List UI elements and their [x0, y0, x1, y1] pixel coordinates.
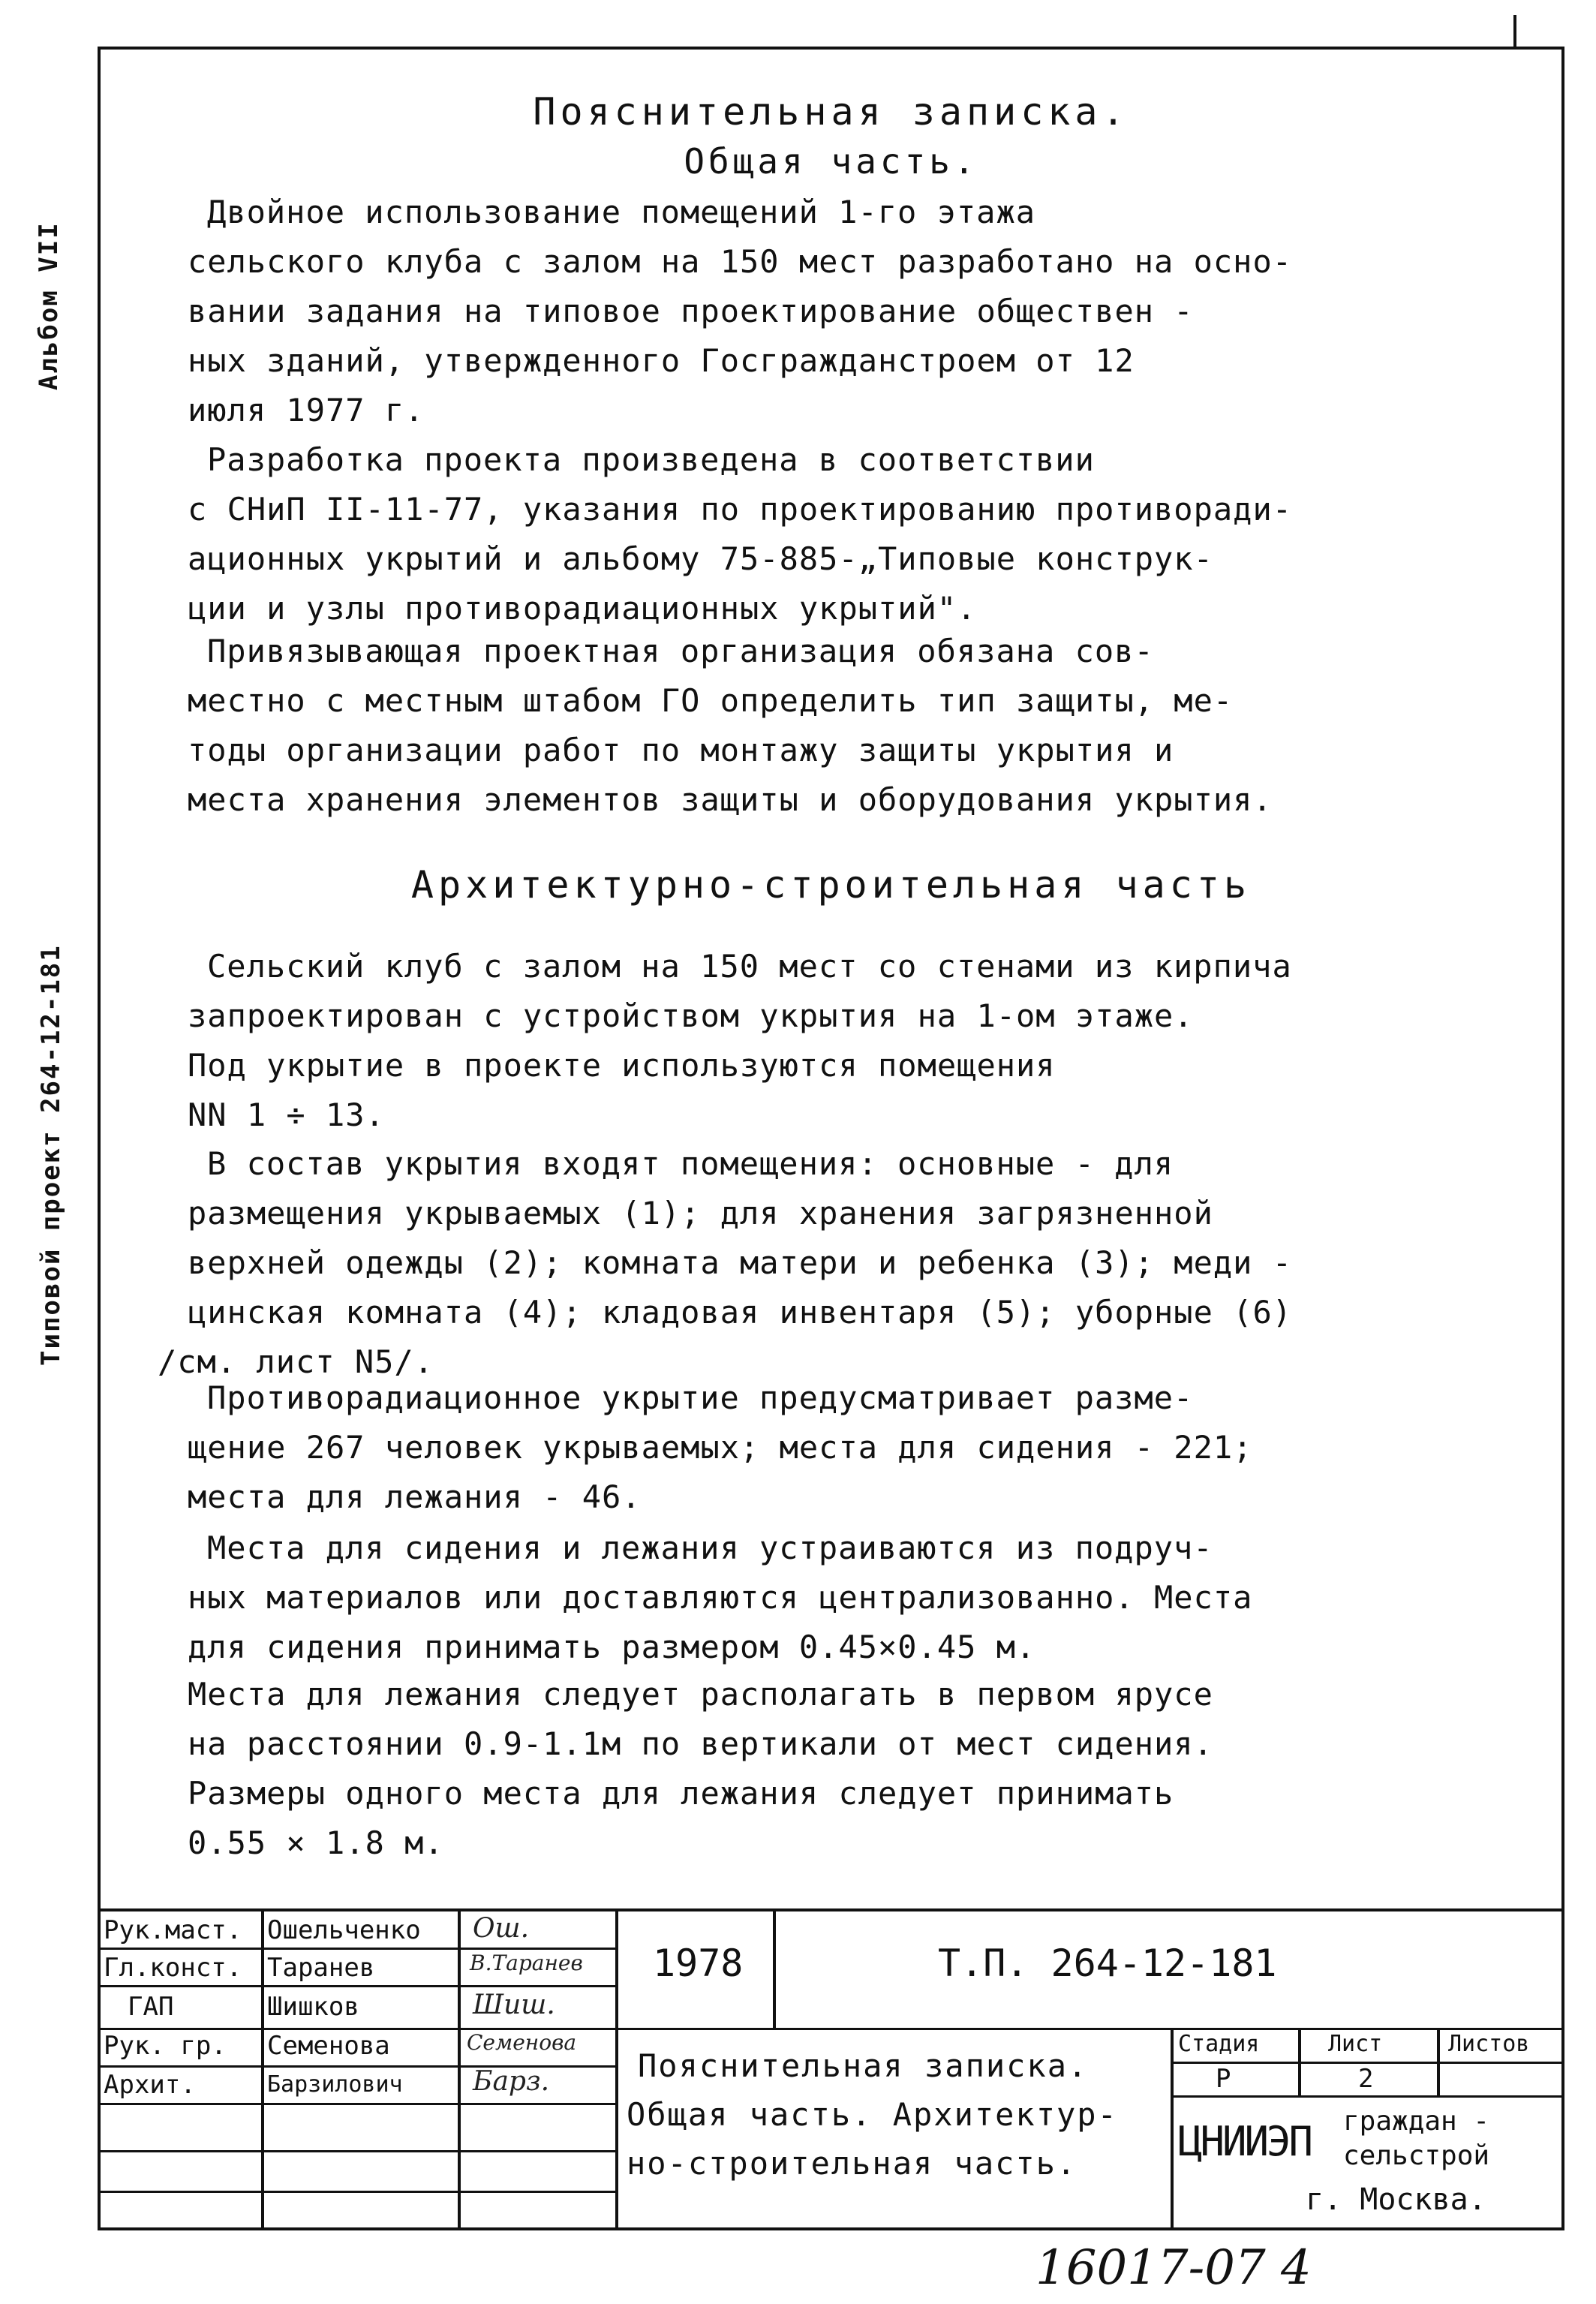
role-cell: Рук. гр.	[104, 2031, 227, 2061]
signature: Барз.	[473, 2066, 550, 2097]
name-cell: Шишков	[267, 1992, 359, 2022]
text-line: для сидения принимать размером 0.45×0.45 м.	[188, 1629, 1036, 1665]
text-line: В состав укрытия входят помещения: основные - для	[207, 1145, 1174, 1182]
name-cell: Барзилович	[267, 2071, 403, 2098]
text-line: с СНиП II-11-77, указания по проектированию противоради-	[188, 491, 1293, 528]
role-cell: ГАП	[128, 1992, 174, 2022]
text-line: сельского клуба с залом на 150 мест разработано на осно-	[188, 243, 1293, 280]
text-line: Двойное использование помещений 1-го этажа	[207, 194, 1036, 230]
org-name-line: сельстрой	[1343, 2140, 1490, 2171]
name-cell: Таранев	[267, 1953, 375, 1983]
text-line: июля 1977 г.	[188, 392, 425, 429]
text-line: 0.55 × 1.8 м.	[188, 1824, 444, 1861]
arch-part-heading: Архитектурно-строительная часть	[410, 863, 1252, 907]
text-line: на расстоянии 0.9-1.1м по вертикали от мест сидения.	[188, 1725, 1213, 1762]
divider	[98, 2150, 615, 2152]
divider	[1171, 2028, 1174, 2230]
general-paragraph-1	[188, 188, 1553, 435]
project-code: Т.П. 264-12-181	[938, 1942, 1277, 1985]
role-cell: Гл.конст.	[104, 1953, 242, 1983]
album-label: Альбом VII	[34, 221, 64, 390]
text-line: NN 1 ÷ 13.	[188, 1096, 385, 1133]
text-line: размещения укрываемых (1); для хранения загрязненной	[188, 1195, 1213, 1232]
text-line: ационных укрытий и альбому 75-885-„Типовые конструк-	[188, 540, 1213, 577]
text-line: Разработка проекта произведена в соответствии	[207, 441, 1095, 478]
sheet-description-line: Пояснительная записка.	[638, 2047, 1089, 2084]
signature: В.Таранев	[470, 1951, 583, 1975]
top-tick-mark	[1513, 15, 1516, 48]
archive-number: 16017-07 4	[1035, 2240, 1312, 2296]
sheet-description-line: Общая часть. Архитектур-	[627, 2096, 1118, 2133]
text-line: места хранения элементов защиты и оборудования укрытия.	[188, 781, 1273, 818]
title-block	[98, 1908, 1564, 2233]
name-cell: Семенова	[267, 2031, 390, 2061]
text-line: ных материалов или доставляются централизованно. Места	[188, 1579, 1253, 1616]
text-line: местно с местным штабом ГО определить тип защиты, ме-	[188, 682, 1234, 719]
sheet-description-line: но-строительная часть.	[627, 2145, 1078, 2182]
arch-paragraph-1	[188, 942, 1553, 1140]
role-cell: Архит.	[104, 2070, 196, 2100]
text-line: Места для лежания следует располагать в первом ярусе	[188, 1676, 1213, 1713]
arch-paragraph-3	[188, 1373, 1553, 1522]
sheet-value: 2	[1358, 2064, 1374, 2094]
text-line: верхней одежды (2); комната матери и ребенка (3); меди -	[188, 1244, 1293, 1281]
text-line: /см. лист N5/.	[158, 1343, 434, 1380]
general-part-heading: Общая часть.	[684, 141, 978, 182]
text-line: вании задания на типовое проектирование обществен -	[188, 293, 1194, 329]
text-line: ных зданий, утвержденного Госгражданстроем от 12	[188, 342, 1135, 379]
divider	[261, 1911, 264, 2230]
text-line: Места для сидения и лежания устраиваются из подруч-	[207, 1529, 1213, 1566]
divider	[458, 1911, 461, 2230]
org-name-line: граждан -	[1343, 2106, 1490, 2137]
text-line: тоды организации работ по монтажу защиты укрытия и	[188, 732, 1174, 769]
signature: Шиш.	[473, 1990, 555, 2020]
text-line: щение 267 человек укрываемых; места для сидения - 221;	[188, 1429, 1253, 1466]
divider	[773, 1911, 776, 2028]
signature: Семенова	[467, 2030, 577, 2055]
stage-label: Стадия	[1178, 2031, 1260, 2057]
divider	[615, 1911, 618, 2230]
text-line: запроектирован с устройством укрытия на 1-ом этаже.	[188, 997, 1194, 1034]
project-label: Типовой проект 264-12-181	[36, 944, 66, 1366]
text-line: Сельский клуб с залом на 150 мест со стенами из кирпича	[207, 948, 1292, 985]
org-logo: ЦНИИЭП	[1178, 2118, 1312, 2165]
name-cell: Ошельченко	[267, 1915, 421, 1945]
text-line: места для лежания - 46.	[188, 1478, 642, 1515]
year: 1978	[653, 1942, 744, 1985]
stage-value: Р	[1216, 2064, 1231, 2094]
general-paragraph-3	[188, 627, 1553, 825]
arch-paragraph-2	[158, 1139, 1553, 1387]
role-cell: Рук.маст.	[104, 1915, 242, 1945]
text-line: Привязывающая проектная организация обязана сов-	[207, 633, 1154, 669]
sheet-label: Лист	[1328, 2031, 1383, 2057]
arch-paragraph-5	[188, 1670, 1553, 1868]
text-line: Противорадиационное укрытие предусматривает разме-	[207, 1379, 1194, 1416]
text-line: Размеры одного места для лежания следует принимать	[188, 1775, 1174, 1812]
signature: Ош.	[473, 1913, 530, 1944]
divider	[98, 2191, 615, 2193]
document-title: Пояснительная записка.	[533, 90, 1129, 134]
sheets-label: Листов	[1448, 2031, 1530, 2057]
arch-paragraph-4	[188, 1523, 1553, 1672]
general-paragraph-2	[188, 435, 1553, 633]
text-line: цинская комната (4); кладовая инвентаря (5); уборные (6)	[188, 1294, 1293, 1331]
text-line: Под укрытие в проекте используются помещения	[188, 1047, 1056, 1084]
text-line: ции и узлы противорадиационных укрытий".	[188, 590, 977, 627]
org-name-line: г. Москва.	[1306, 2182, 1486, 2217]
